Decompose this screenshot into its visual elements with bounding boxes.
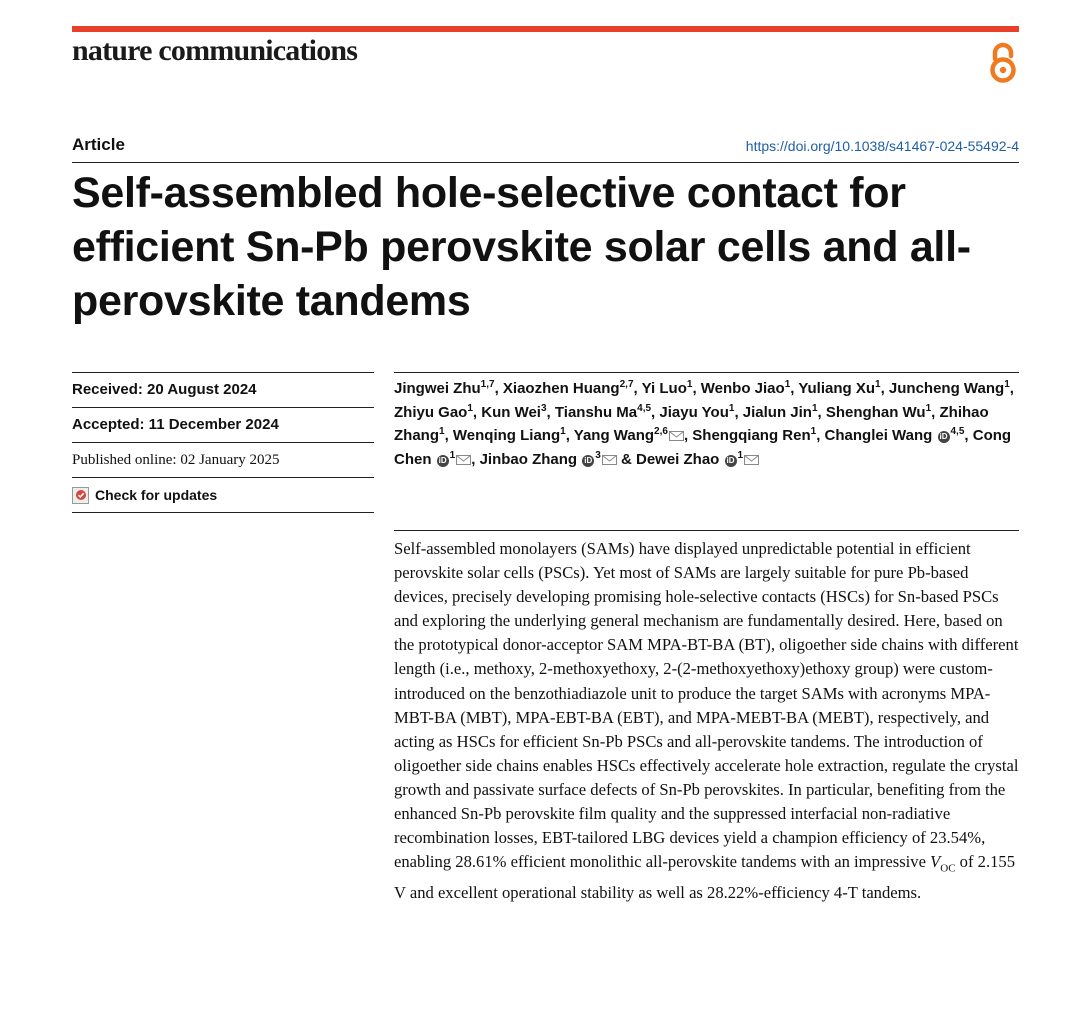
author-name: Xiaozhen Huang: [502, 380, 620, 397]
check-for-updates-row[interactable]: [72, 478, 374, 512]
author[interactable]: [743, 404, 818, 421]
author-affiliation: 1: [560, 426, 566, 437]
orcid-icon[interactable]: iD: [939, 432, 948, 441]
email-icon[interactable]: [669, 431, 684, 441]
accepted-date: Accepted: 11 December 2024: [72, 416, 279, 433]
author-affiliation: 4,5: [637, 402, 652, 414]
doi-link[interactable]: https://doi.org/10.1038/s41467-024-55492-4: [745, 138, 1019, 154]
author[interactable]: [825, 427, 965, 444]
journal-name: nature communications: [72, 34, 358, 67]
author[interactable]: [394, 380, 495, 397]
brand-bar: [72, 26, 1019, 32]
received-date: Received: 20 August 2024: [72, 381, 257, 398]
check-for-updates-button[interactable]: [72, 478, 374, 512]
article-type: Article: [72, 135, 125, 154]
author[interactable]: [555, 404, 651, 421]
author-name: Jingwei Zhu: [394, 380, 481, 397]
authors-divider: [394, 372, 1019, 373]
author-affiliation: 1: [467, 402, 473, 414]
author-name: Kun Wei: [481, 403, 541, 421]
author[interactable]: [453, 427, 566, 444]
author[interactable]: [642, 380, 693, 397]
published-date: Published online: 02 January 2025: [72, 452, 280, 468]
author-affiliation: 2,6: [654, 426, 668, 437]
abstract-text-end: of 2.155 V and excellent operational stability as well as 28.22%-efficiency 4-T tandems.: [394, 852, 1015, 902]
author[interactable]: [480, 451, 617, 468]
author-affiliation: 1: [925, 402, 932, 414]
author-name: Juncheng Wang: [888, 380, 1005, 397]
orcid-icon[interactable]: iD: [584, 455, 593, 465]
author-name: Wenbo Jiao: [700, 380, 785, 397]
check-for-updates-label: Check for updates: [95, 487, 218, 503]
author[interactable]: [481, 404, 546, 421]
author[interactable]: [503, 380, 634, 397]
check-for-updates-icon: [72, 487, 89, 504]
author-name: Cong Chen: [394, 427, 1012, 468]
abstract-divider: [394, 530, 1019, 531]
author-affiliation: 1,7: [480, 379, 495, 390]
author-affiliation: 3: [540, 402, 547, 414]
article-dates-panel: [72, 372, 374, 513]
author-affiliation: 1: [686, 379, 693, 390]
divider: [72, 512, 374, 513]
header-divider: [72, 162, 1019, 163]
author-affiliation: 2,7: [619, 379, 634, 390]
author[interactable]: [394, 404, 473, 421]
author-name: Zhihao Zhang: [394, 403, 989, 444]
author-list: Jingwei Zhu$^{1,7}$, Xiaozhen Huang$^{2,7}$, Yi Luo$^1$, Wenbo Jiao$^1$, Yuliang Xu$^1$, Juncheng Wang$^1$, Zhiyu Gao$^1$, Kun Wei$^3$, Tianshu Ma$^{4,5}$, Jiayu You$^1$, Jialun Jin$^1$, Shenghan Wu$^1$, Zhihao Zhang$^1$, Wenqing Liang$^1$, Yang Wang$^{2,6}$ , Shengqiang Ren$^1$, Changlei Wang iD $^{4,5}$, Cong Chen iD $^1$ , Jinbao Zhang iD $^3$ & Dewei Zhao iD $^1$: [394, 379, 1014, 468]
author-name: Jiayu You: [659, 403, 729, 421]
open-access-icon: [986, 42, 1020, 84]
abstract: [394, 537, 1024, 905]
author-affiliation: 1: [810, 426, 817, 437]
author-name: Yang Wang: [573, 427, 655, 444]
author-affiliation: 1: [784, 379, 791, 390]
orcid-icon[interactable]: iD: [438, 455, 447, 465]
author-name: Zhiyu Gao: [394, 403, 468, 421]
abstract-text: Self-assembled monolayers (SAMs) have displayed unpredictable potential in efficient perovskite solar cells (PSCs). Yet most of SAMs are largely suitable for pure Pb-based devices, precisely developing promising hole-selective contacts (HSCs) for Sn-based PSCs and exploring the underlying general mechanism are fundamentally desired. Here, based on the prototypical donor-acceptor SAM MPA-BT-BA (BT), oligoether side chains with different length (i.e., methoxy, 2-methoxyethoxy, 2-(2-methoxyethoxy)ethoxy group) were custom-introduced on the benzothiadiazole unit to produce the target SAMs with acronyms MPA-MBT-BA (MBT), MPA-EBT-BA (EBT), and MPA-MEBT-BA (MEBT), respectively, and acting as HSCs for efficient Sn-Pb PSCs and all-perovskite tandems. The introduction of oligoether side chains enables HSCs effectively accelerate hole extraction, regulate the crystal growth and passivate surface defects of Sn-Pb perovskites. In particular, benefiting from the enhanced Sn-Pb perovskite film quality and the suppressed interfacial non-radiative recombination losses, EBT-tailored LBG devices yield a champion efficiency of 23.54%, enabling 28.61% efficient monolithic all-perovskite tandems with an impressive: [394, 539, 1019, 872]
author-affiliation: 1: [737, 449, 744, 461]
author-name: Yi Luo: [641, 380, 687, 397]
voc-symbol: $V_{OC}$: [930, 852, 956, 875]
author[interactable]: [798, 380, 880, 397]
author-name: Changlei Wang: [824, 427, 933, 444]
author-name: Shengqiang Ren: [692, 427, 811, 444]
author-affiliation: 1: [1004, 379, 1010, 390]
author-affiliation: 1: [728, 402, 735, 414]
email-icon[interactable]: [602, 455, 617, 465]
author-affiliation: 1: [875, 379, 881, 390]
orcid-icon[interactable]: iD: [726, 455, 735, 465]
author[interactable]: [701, 380, 790, 397]
email-icon[interactable]: [456, 455, 471, 465]
author-name: Dewei Zhao: [635, 450, 720, 468]
author-name: Jinbao Zhang: [479, 450, 578, 468]
author-affiliation: 3: [595, 449, 601, 461]
author-name: Tianshu Ma: [554, 403, 638, 421]
author-name: Shenghan Wu: [825, 403, 926, 421]
author-affiliation: 1: [449, 449, 456, 461]
author-affiliation: 1: [439, 426, 445, 437]
author-name: Yuliang Xu: [798, 380, 876, 397]
article-title: Self-assembled hole-selective contact for efficient Sn-Pb perovskite solar cells and all-perovskite tandems: [72, 169, 971, 325]
author[interactable]: [826, 404, 931, 421]
author[interactable]: [692, 427, 816, 444]
author[interactable]: [636, 451, 759, 468]
author-affiliation: 1: [811, 402, 818, 414]
author[interactable]: [659, 404, 734, 421]
author-name: Jialun Jin: [742, 403, 812, 421]
author-name: Wenqing Liang: [452, 427, 561, 444]
email-icon[interactable]: [744, 455, 759, 465]
author-affiliation: 4,5: [950, 426, 965, 437]
author[interactable]: [574, 427, 684, 444]
author[interactable]: [889, 380, 1010, 397]
